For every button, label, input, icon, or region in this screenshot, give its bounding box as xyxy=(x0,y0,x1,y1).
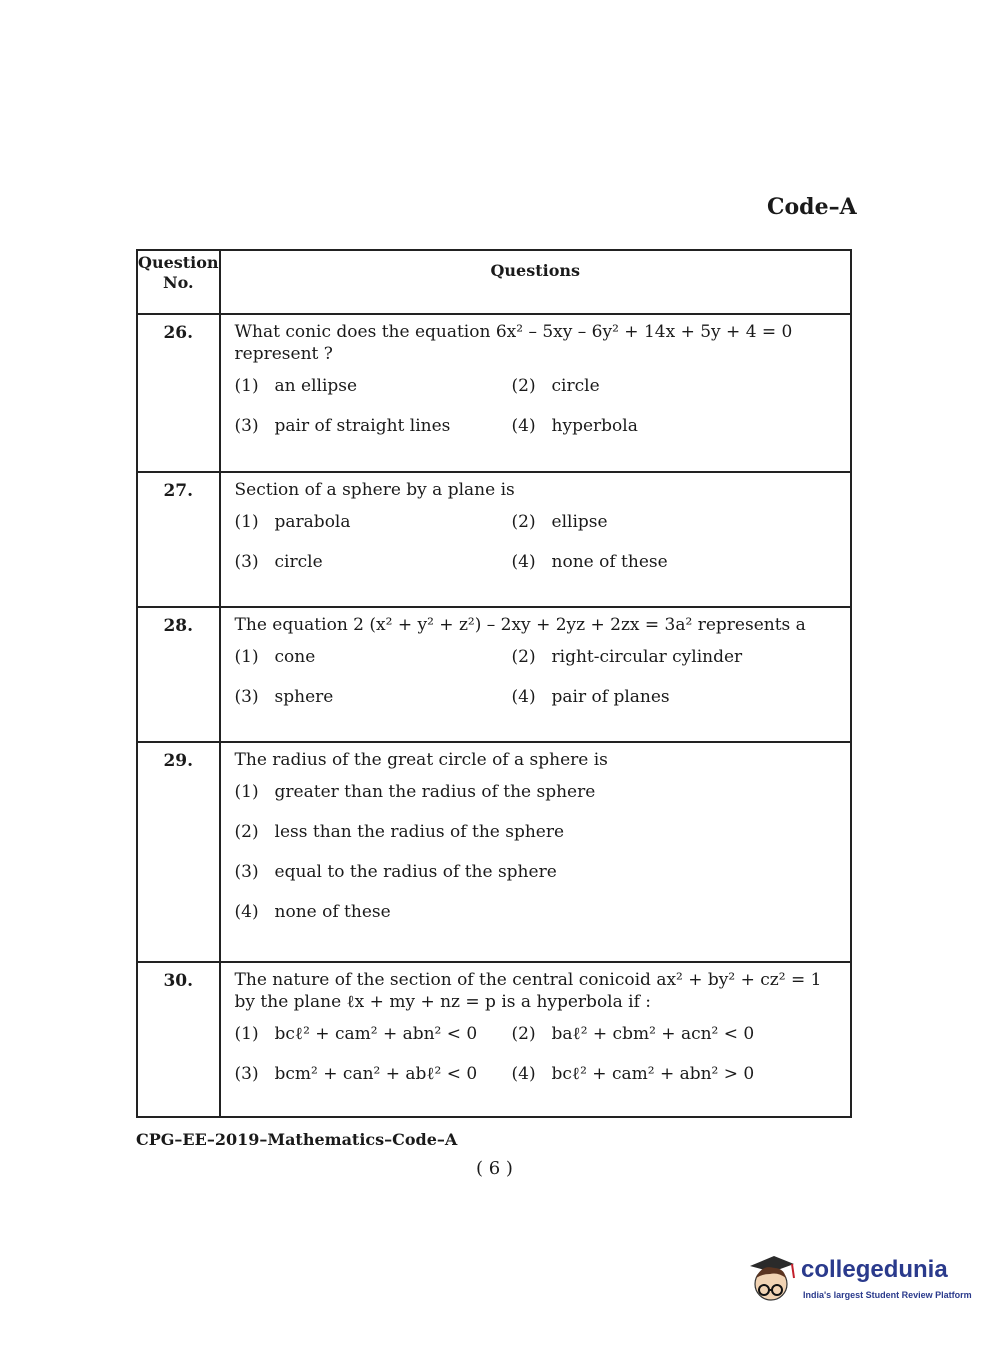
option-1: (1) an ellipse xyxy=(234,376,358,396)
option-3: (3) circle xyxy=(234,552,323,572)
question-row xyxy=(137,962,851,1117)
column-header-question-no: Question No. xyxy=(137,250,220,314)
question-number: 29. xyxy=(137,742,220,962)
option-4: (4) hyperbola xyxy=(511,416,638,436)
question-stem: Section of a sphere by a plane is xyxy=(234,480,515,500)
question-stem: The nature of the section of the central conicoid ax² + by² + cz² = 1 by the plane ℓx + my + nz = p is a hyperbola if : xyxy=(234,970,822,1012)
mascot-icon xyxy=(744,1250,799,1310)
footer-paper-code: CPG–EE–2019–Mathematics–Code–A xyxy=(136,1130,458,1149)
option-4: (4) none of these xyxy=(511,552,668,572)
question-number: 26. xyxy=(137,314,220,472)
question-stem: The equation 2 (x² + y² + z²) – 2xy + 2yz + 2zx = 3a² represents a xyxy=(234,615,806,635)
option-4: (4) pair of planes xyxy=(511,687,670,707)
column-header-questions: Questions xyxy=(220,250,851,314)
question-number: 28. xyxy=(137,607,220,742)
option-1: (1) parabola xyxy=(234,512,351,532)
option-3: (3) equal to the radius of the sphere xyxy=(234,862,557,882)
page-number: ( 6 ) xyxy=(476,1158,513,1179)
option-3: (3) sphere xyxy=(234,687,334,707)
question-row xyxy=(137,314,851,472)
question-row xyxy=(137,472,851,607)
option-2: (2) baℓ² + cbm² + acn² < 0 xyxy=(511,1024,755,1044)
option-1: (1) greater than the radius of the sphere xyxy=(234,782,596,802)
option-2: (2) right-circular cylinder xyxy=(511,647,743,667)
question-number: 27. xyxy=(137,472,220,607)
question-stem: What conic does the equation 6x² – 5xy – 6y² + 14x + 5y + 4 = 0 represent ? xyxy=(234,322,793,364)
option-1: (1) bcℓ² + cam² + abn² < 0 xyxy=(234,1024,478,1044)
question-row xyxy=(137,607,851,742)
question-number: 30. xyxy=(137,962,220,1117)
option-2: (2) circle xyxy=(511,376,600,396)
collegedunia-watermark xyxy=(744,1250,972,1310)
brand-name: collegedunia xyxy=(801,1256,948,1283)
question-row xyxy=(137,742,851,962)
question-table xyxy=(136,249,852,1118)
option-4: (4) bcℓ² + cam² + abn² > 0 xyxy=(511,1064,755,1084)
brand-tagline: India's largest Student Review Platform xyxy=(803,1290,972,1300)
option-3: (3) bcm² + can² + abℓ² < 0 xyxy=(234,1064,478,1084)
option-1: (1) cone xyxy=(234,647,316,667)
option-2: (2) ellipse xyxy=(511,512,608,532)
option-4: (4) none of these xyxy=(234,902,391,922)
option-2: (2) less than the radius of the sphere xyxy=(234,822,565,842)
question-stem: The radius of the great circle of a sphere is xyxy=(234,750,608,770)
option-3: (3) pair of straight lines xyxy=(234,416,451,436)
code-label: Code–A xyxy=(767,194,857,220)
